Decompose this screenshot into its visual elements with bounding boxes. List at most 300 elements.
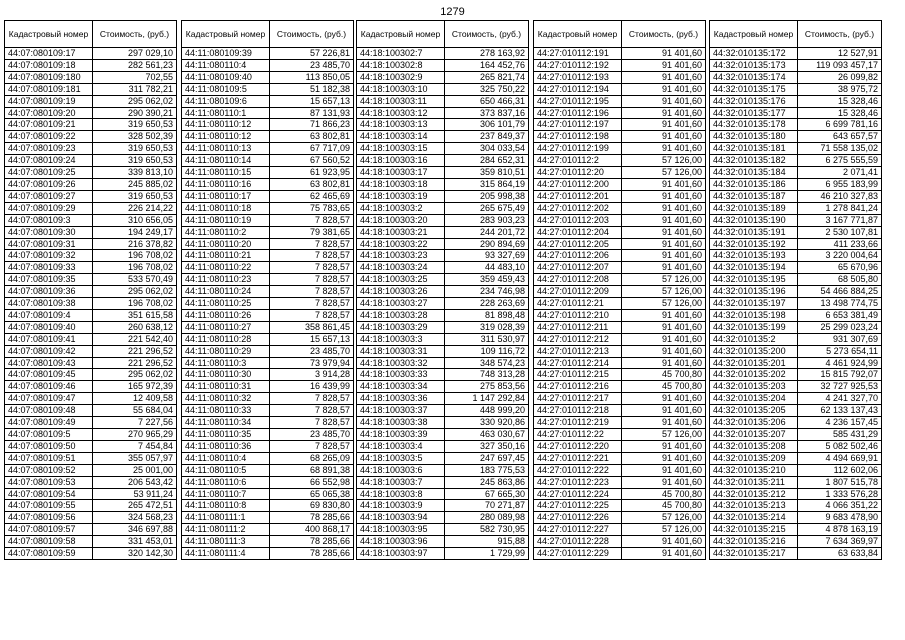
table-row bbox=[357, 131, 529, 143]
table-row bbox=[710, 488, 882, 500]
cost-cell: 1 147 292,84 bbox=[445, 393, 529, 405]
header-row bbox=[534, 21, 706, 48]
cadastral-number-cell: 44:32:010135:206 bbox=[710, 417, 798, 429]
cost-cell: 93 327,69 bbox=[445, 250, 529, 262]
table-row bbox=[182, 381, 354, 393]
cadastral-number-cell: 44:27:010112:214 bbox=[534, 357, 622, 369]
cadastral-number-cell: 44:18:100303:8 bbox=[357, 488, 445, 500]
cadastral-number-cell: 44:18:100303:32 bbox=[357, 357, 445, 369]
cadastral-number-cell: 44:07:080109:55 bbox=[5, 500, 93, 512]
cost-cell: 62 133 137,43 bbox=[798, 405, 882, 417]
cost-cell: 290 390,21 bbox=[93, 107, 177, 119]
cadastral-number-cell: 44:07:080109:25 bbox=[5, 167, 93, 179]
cadastral-number-cell: 44:27:010112:220 bbox=[534, 440, 622, 452]
table-row bbox=[182, 357, 354, 369]
table-row bbox=[5, 464, 177, 476]
cost-cell: 112 602,06 bbox=[798, 464, 882, 476]
cadastral-number-cell: 44:07:080109:48 bbox=[5, 405, 93, 417]
table-row bbox=[5, 357, 177, 369]
table-row bbox=[5, 476, 177, 488]
table-row bbox=[182, 95, 354, 107]
table-row bbox=[182, 155, 354, 167]
cost-cell: 4 494 669,91 bbox=[798, 452, 882, 464]
cadastral-number-cell: 44:27:010112:197 bbox=[534, 119, 622, 131]
table-row bbox=[182, 488, 354, 500]
table-row bbox=[534, 309, 706, 321]
table-row bbox=[182, 202, 354, 214]
table-row bbox=[710, 524, 882, 536]
cost-cell: 533 570,49 bbox=[93, 274, 177, 286]
table-row bbox=[534, 95, 706, 107]
cadastral-number-cell: 44:27:010112:226 bbox=[534, 512, 622, 524]
cost-cell: 57 126,00 bbox=[622, 274, 706, 286]
cost-cell: 7 828,57 bbox=[270, 405, 354, 417]
cadastral-number-cell: 44:11:080110:34 bbox=[182, 417, 270, 429]
cost-cell: 15 657,13 bbox=[270, 333, 354, 345]
table-row bbox=[357, 59, 529, 71]
cost-cell: 1 729,99 bbox=[445, 548, 529, 560]
table-row bbox=[710, 548, 882, 560]
table-row bbox=[5, 286, 177, 298]
cadastral-number-cell: 44:27:010112:212 bbox=[534, 333, 622, 345]
column-header-cadastral-number: Кадастровый номер bbox=[357, 21, 445, 48]
table-row bbox=[5, 393, 177, 405]
cost-cell: 244 201,72 bbox=[445, 226, 529, 238]
table-row bbox=[534, 321, 706, 333]
cost-cell: 351 615,58 bbox=[93, 309, 177, 321]
cadastral-number-cell: 44:18:100302:7 bbox=[357, 48, 445, 60]
table-row bbox=[5, 48, 177, 60]
cadastral-number-cell: 44:07:080109:27 bbox=[5, 190, 93, 202]
cadastral-number-cell: 44:18:100303:33 bbox=[357, 369, 445, 381]
cost-cell: 25 001,00 bbox=[93, 464, 177, 476]
table-row bbox=[710, 226, 882, 238]
cost-cell: 109 116,72 bbox=[445, 345, 529, 357]
table-row bbox=[357, 381, 529, 393]
cost-cell: 67 717,09 bbox=[270, 143, 354, 155]
cost-cell: 7 634 369,97 bbox=[798, 536, 882, 548]
table-row bbox=[534, 476, 706, 488]
cadastral-number-cell: 44:18:100303:39 bbox=[357, 429, 445, 441]
table-row bbox=[5, 274, 177, 286]
table-row bbox=[357, 167, 529, 179]
cost-cell: 306 101,79 bbox=[445, 119, 529, 131]
cadastral-number-cell: 44:11:080110:15 bbox=[182, 167, 270, 179]
cost-cell: 196 708,02 bbox=[93, 298, 177, 310]
cadastral-number-cell: 44:32:010135:176 bbox=[710, 95, 798, 107]
column-header-cadastral-number: Кадастровый номер bbox=[182, 21, 270, 48]
cadastral-number-cell: 44:11:080110:17 bbox=[182, 190, 270, 202]
table-row bbox=[357, 440, 529, 452]
cost-cell: 245 863,86 bbox=[445, 476, 529, 488]
cadastral-number-cell: 44:32:010135:174 bbox=[710, 71, 798, 83]
cadastral-number-cell: 44:32:010135:212 bbox=[710, 488, 798, 500]
cadastral-number-cell: 44:18:100303:25 bbox=[357, 274, 445, 286]
cadastral-table-1 bbox=[4, 20, 177, 560]
cost-cell: 26 099,82 bbox=[798, 71, 882, 83]
cadastral-number-cell: 44:27:010112:209 bbox=[534, 286, 622, 298]
cadastral-number-cell: 44:11:080109:6 bbox=[182, 95, 270, 107]
cadastral-number-cell: 44:11:080110:16 bbox=[182, 178, 270, 190]
cadastral-number-cell: 44:18:100302:9 bbox=[357, 71, 445, 83]
cadastral-number-cell: 44:11:080110:25 bbox=[182, 298, 270, 310]
cadastral-number-cell: 44:32:010135:193 bbox=[710, 250, 798, 262]
cadastral-number-cell: 44:18:100303:13 bbox=[357, 119, 445, 131]
cadastral-number-cell: 44:18:100303:28 bbox=[357, 309, 445, 321]
cadastral-number-cell: 44:07:080109:26 bbox=[5, 178, 93, 190]
cost-cell: 164 452,76 bbox=[445, 59, 529, 71]
cadastral-number-cell: 44:18:100303:27 bbox=[357, 298, 445, 310]
cost-cell: 7 828,57 bbox=[270, 417, 354, 429]
table-row bbox=[182, 429, 354, 441]
cost-cell: 57 126,00 bbox=[622, 429, 706, 441]
cadastral-number-cell: 44:07:080109:19 bbox=[5, 95, 93, 107]
table-row bbox=[534, 440, 706, 452]
table-row bbox=[182, 393, 354, 405]
cadastral-number-cell: 44:11:080111:4 bbox=[182, 548, 270, 560]
cost-cell: 91 401,60 bbox=[622, 59, 706, 71]
column-header-cost: Стоимость, (руб.) bbox=[93, 21, 177, 48]
cadastral-number-cell: 44:18:100303:7 bbox=[357, 476, 445, 488]
cost-cell: 91 401,60 bbox=[622, 107, 706, 119]
cost-cell: 346 697,88 bbox=[93, 524, 177, 536]
table-row bbox=[182, 83, 354, 95]
cost-cell: 67 560,52 bbox=[270, 155, 354, 167]
cost-cell: 320 142,30 bbox=[93, 548, 177, 560]
cost-cell: 113 850,05 bbox=[270, 71, 354, 83]
cost-cell: 53 911,24 bbox=[93, 488, 177, 500]
table-row bbox=[357, 178, 529, 190]
cadastral-number-cell: 44:32:010135:181 bbox=[710, 143, 798, 155]
table-row bbox=[182, 298, 354, 310]
cost-cell: 15 328,46 bbox=[798, 95, 882, 107]
cadastral-number-cell: 44:27:010112:216 bbox=[534, 381, 622, 393]
cost-cell: 3 914,28 bbox=[270, 369, 354, 381]
cost-cell: 4 236 157,45 bbox=[798, 417, 882, 429]
cadastral-number-cell: 44:11:080110:22 bbox=[182, 262, 270, 274]
cost-cell: 68 505,80 bbox=[798, 274, 882, 286]
cost-cell: 315 864,19 bbox=[445, 178, 529, 190]
cost-cell: 5 082 502,46 bbox=[798, 440, 882, 452]
cadastral-number-cell: 44:27:010112:228 bbox=[534, 536, 622, 548]
cost-cell: 304 033,54 bbox=[445, 143, 529, 155]
table-row bbox=[710, 155, 882, 167]
cost-cell: 290 894,69 bbox=[445, 238, 529, 250]
cadastral-table-4 bbox=[533, 20, 706, 560]
cost-cell: 216 378,82 bbox=[93, 238, 177, 250]
table-row bbox=[534, 71, 706, 83]
table-row bbox=[357, 333, 529, 345]
table-row bbox=[5, 440, 177, 452]
table-row bbox=[182, 119, 354, 131]
cadastral-number-cell: 44:27:010112:204 bbox=[534, 226, 622, 238]
cadastral-number-cell: 44:07:080109:58 bbox=[5, 536, 93, 548]
table-row bbox=[5, 226, 177, 238]
cadastral-number-cell: 44:07:080109:57 bbox=[5, 524, 93, 536]
cost-cell: 319 650,53 bbox=[93, 190, 177, 202]
cadastral-number-cell: 44:27:010112:223 bbox=[534, 476, 622, 488]
column-header-cost: Стоимость, (руб.) bbox=[798, 21, 882, 48]
cadastral-number-cell: 44:32:010135:191 bbox=[710, 226, 798, 238]
cadastral-number-cell: 44:11:080110:18 bbox=[182, 202, 270, 214]
table-row bbox=[534, 286, 706, 298]
cadastral-number-cell: 44:11:080110:29 bbox=[182, 345, 270, 357]
cost-cell: 61 923,95 bbox=[270, 167, 354, 179]
table-row bbox=[534, 488, 706, 500]
cadastral-number-cell: 44:27:010112:199 bbox=[534, 143, 622, 155]
cost-cell: 328 502,39 bbox=[93, 131, 177, 143]
cost-cell: 196 708,02 bbox=[93, 262, 177, 274]
table-row bbox=[534, 238, 706, 250]
cadastral-number-cell: 44:18:100303:23 bbox=[357, 250, 445, 262]
cost-cell: 247 697,45 bbox=[445, 452, 529, 464]
cost-cell: 62 465,69 bbox=[270, 190, 354, 202]
table-row bbox=[5, 524, 177, 536]
table-row bbox=[357, 226, 529, 238]
cost-cell: 66 552,98 bbox=[270, 476, 354, 488]
table-row bbox=[182, 286, 354, 298]
table-row bbox=[710, 417, 882, 429]
cadastral-number-cell: 44:07:080109:41 bbox=[5, 333, 93, 345]
cadastral-number-cell: 44:27:010112:210 bbox=[534, 309, 622, 321]
cost-cell: 5 273 654,11 bbox=[798, 345, 882, 357]
table-row bbox=[5, 238, 177, 250]
cadastral-number-cell: 44:07:080109:30 bbox=[5, 226, 93, 238]
cost-cell: 2 530 107,81 bbox=[798, 226, 882, 238]
cadastral-number-cell: 44:07:080109:20 bbox=[5, 107, 93, 119]
table-row bbox=[5, 548, 177, 560]
cost-cell: 68 891,38 bbox=[270, 464, 354, 476]
cadastral-number-cell: 44:11:080110:8 bbox=[182, 500, 270, 512]
table-row bbox=[182, 476, 354, 488]
cost-cell: 4 241 327,70 bbox=[798, 393, 882, 405]
table-row bbox=[357, 393, 529, 405]
cadastral-number-cell: 44:27:010112:193 bbox=[534, 71, 622, 83]
table-row bbox=[357, 119, 529, 131]
cost-cell: 330 920,86 bbox=[445, 417, 529, 429]
cost-cell: 643 657,57 bbox=[798, 131, 882, 143]
table-row bbox=[710, 143, 882, 155]
cadastral-number-cell: 44:11:080110:21 bbox=[182, 250, 270, 262]
cost-cell: 324 568,23 bbox=[93, 512, 177, 524]
cadastral-number-cell: 44:27:010112:20 bbox=[534, 167, 622, 179]
table-row bbox=[5, 321, 177, 333]
cost-cell: 6 653 381,49 bbox=[798, 309, 882, 321]
cost-cell: 7 828,57 bbox=[270, 250, 354, 262]
table-row bbox=[182, 107, 354, 119]
table-row bbox=[710, 71, 882, 83]
table-row bbox=[357, 250, 529, 262]
cadastral-number-cell: 44:18:100303:22 bbox=[357, 238, 445, 250]
cost-cell: 65 670,96 bbox=[798, 262, 882, 274]
cost-cell: 91 401,60 bbox=[622, 95, 706, 107]
cost-cell: 71 866,23 bbox=[270, 119, 354, 131]
table-row bbox=[357, 500, 529, 512]
table-row bbox=[357, 321, 529, 333]
cadastral-number-cell: 44:32:010135:202 bbox=[710, 369, 798, 381]
cost-cell: 7 828,57 bbox=[270, 440, 354, 452]
cost-cell: 91 401,60 bbox=[622, 440, 706, 452]
cost-cell: 4 066 351,22 bbox=[798, 500, 882, 512]
cost-cell: 650 466,31 bbox=[445, 95, 529, 107]
cadastral-number-cell: 44:27:010112:225 bbox=[534, 500, 622, 512]
cadastral-number-cell: 44:11:080110:26 bbox=[182, 309, 270, 321]
table-row bbox=[534, 48, 706, 60]
cadastral-number-cell: 44:18:100302:8 bbox=[357, 59, 445, 71]
cost-cell: 91 401,60 bbox=[622, 48, 706, 60]
cost-cell: 12 527,91 bbox=[798, 48, 882, 60]
cadastral-number-cell: 44:18:100303:10 bbox=[357, 83, 445, 95]
cadastral-number-cell: 44:11:080110:31 bbox=[182, 381, 270, 393]
cadastral-number-cell: 44:32:010135:190 bbox=[710, 214, 798, 226]
table-row bbox=[710, 107, 882, 119]
table-row bbox=[182, 274, 354, 286]
cost-cell: 6 275 555,59 bbox=[798, 155, 882, 167]
table-row bbox=[357, 71, 529, 83]
cost-cell: 7 828,57 bbox=[270, 238, 354, 250]
table-row bbox=[182, 167, 354, 179]
cost-cell: 23 485,70 bbox=[270, 429, 354, 441]
cadastral-number-cell: 44:27:010112:219 bbox=[534, 417, 622, 429]
cadastral-number-cell: 44:18:100303:24 bbox=[357, 262, 445, 274]
table-row bbox=[5, 381, 177, 393]
cost-cell: 339 813,10 bbox=[93, 167, 177, 179]
table-row bbox=[710, 381, 882, 393]
cost-cell: 237 849,37 bbox=[445, 131, 529, 143]
cost-cell: 91 401,60 bbox=[622, 250, 706, 262]
cost-cell: 46 210 327,83 bbox=[798, 190, 882, 202]
cost-cell: 319 650,53 bbox=[93, 155, 177, 167]
table-row bbox=[534, 333, 706, 345]
cost-cell: 280 089,98 bbox=[445, 512, 529, 524]
table-row bbox=[710, 262, 882, 274]
table-row bbox=[710, 536, 882, 548]
table-row bbox=[534, 131, 706, 143]
cadastral-number-cell: 44:18:100303:14 bbox=[357, 131, 445, 143]
table-row bbox=[357, 238, 529, 250]
table-row bbox=[710, 309, 882, 321]
cadastral-number-cell: 44:27:010112:2 bbox=[534, 155, 622, 167]
cost-cell: 57 126,00 bbox=[622, 155, 706, 167]
cadastral-number-cell: 44:07:080109:181 bbox=[5, 83, 93, 95]
cadastral-number-cell: 44:11:080110:27 bbox=[182, 321, 270, 333]
cost-cell: 91 401,60 bbox=[622, 321, 706, 333]
table-row bbox=[534, 381, 706, 393]
table-row bbox=[5, 309, 177, 321]
table-row bbox=[182, 536, 354, 548]
cost-cell: 91 401,60 bbox=[622, 536, 706, 548]
cost-cell: 7 828,57 bbox=[270, 274, 354, 286]
table-row bbox=[5, 333, 177, 345]
cost-cell: 400 868,17 bbox=[270, 524, 354, 536]
cost-cell: 63 633,84 bbox=[798, 548, 882, 560]
cost-cell: 275 853,56 bbox=[445, 381, 529, 393]
cadastral-number-cell: 44:27:010112:22 bbox=[534, 429, 622, 441]
cost-cell: 63 802,81 bbox=[270, 178, 354, 190]
table-row bbox=[710, 250, 882, 262]
cost-cell: 463 030,67 bbox=[445, 429, 529, 441]
cost-cell: 6 699 781,16 bbox=[798, 119, 882, 131]
cadastral-number-cell: 44:27:010112:205 bbox=[534, 238, 622, 250]
cost-cell: 91 401,60 bbox=[622, 262, 706, 274]
table-row bbox=[5, 417, 177, 429]
cost-cell: 206 543,42 bbox=[93, 476, 177, 488]
table-row bbox=[357, 464, 529, 476]
column-header-cost: Стоимость, (руб.) bbox=[270, 21, 354, 48]
table-row bbox=[534, 178, 706, 190]
cadastral-number-cell: 44:32:010135:211 bbox=[710, 476, 798, 488]
cadastral-number-cell: 44:27:010112:227 bbox=[534, 524, 622, 536]
table-row bbox=[182, 309, 354, 321]
cost-cell: 295 062,02 bbox=[93, 286, 177, 298]
cost-cell: 78 285,66 bbox=[270, 548, 354, 560]
table-row bbox=[182, 369, 354, 381]
cost-cell: 194 249,17 bbox=[93, 226, 177, 238]
cost-cell: 57 126,00 bbox=[622, 286, 706, 298]
cadastral-number-cell: 44:11:080110:30 bbox=[182, 369, 270, 381]
cost-cell: 78 285,66 bbox=[270, 512, 354, 524]
table-row bbox=[710, 345, 882, 357]
table-row bbox=[5, 202, 177, 214]
cost-cell: 7 454,84 bbox=[93, 440, 177, 452]
cadastral-number-cell: 44:07:080109:5 bbox=[5, 429, 93, 441]
cadastral-number-cell: 44:32:010135:201 bbox=[710, 357, 798, 369]
cadastral-number-cell: 44:18:100303:21 bbox=[357, 226, 445, 238]
cadastral-number-cell: 44:32:010135:194 bbox=[710, 262, 798, 274]
cadastral-number-cell: 44:07:080109:31 bbox=[5, 238, 93, 250]
table-row bbox=[182, 250, 354, 262]
table-row bbox=[5, 178, 177, 190]
cadastral-number-cell: 44:32:010135:192 bbox=[710, 238, 798, 250]
table-row bbox=[357, 488, 529, 500]
cadastral-number-cell: 44:11:080110:33 bbox=[182, 405, 270, 417]
cadastral-number-cell: 44:32:010135:184 bbox=[710, 167, 798, 179]
cost-cell: 91 401,60 bbox=[622, 476, 706, 488]
cost-cell: 7 227,56 bbox=[93, 417, 177, 429]
cost-cell: 91 401,60 bbox=[622, 464, 706, 476]
table-row bbox=[182, 548, 354, 560]
cadastral-number-cell: 44:11:080110:2 bbox=[182, 226, 270, 238]
table-row bbox=[534, 83, 706, 95]
cost-cell: 91 401,60 bbox=[622, 548, 706, 560]
table-row bbox=[534, 464, 706, 476]
cadastral-number-cell: 44:18:100303:19 bbox=[357, 190, 445, 202]
cost-cell: 51 182,38 bbox=[270, 83, 354, 95]
cadastral-number-cell: 44:32:010135:177 bbox=[710, 107, 798, 119]
table-row bbox=[534, 274, 706, 286]
cost-cell: 234 746,98 bbox=[445, 286, 529, 298]
header-row bbox=[182, 21, 354, 48]
cadastral-number-cell: 44:27:010112:222 bbox=[534, 464, 622, 476]
table-row bbox=[534, 345, 706, 357]
cadastral-number-cell: 44:11:080110:6 bbox=[182, 476, 270, 488]
table-row bbox=[710, 131, 882, 143]
cost-cell: 25 299 023,24 bbox=[798, 321, 882, 333]
table-row bbox=[710, 167, 882, 179]
table-row bbox=[5, 250, 177, 262]
cadastral-number-cell: 44:32:010135:214 bbox=[710, 512, 798, 524]
table-row bbox=[5, 488, 177, 500]
cadastral-number-cell: 44:32:010135:198 bbox=[710, 309, 798, 321]
cadastral-number-cell: 44:27:010112:211 bbox=[534, 321, 622, 333]
cadastral-number-cell: 44:11:080110:12 bbox=[182, 119, 270, 131]
cadastral-number-cell: 44:27:010112:192 bbox=[534, 59, 622, 71]
table-row bbox=[5, 119, 177, 131]
table-row bbox=[182, 262, 354, 274]
table-row bbox=[534, 500, 706, 512]
table-row bbox=[182, 48, 354, 60]
table-row bbox=[710, 274, 882, 286]
